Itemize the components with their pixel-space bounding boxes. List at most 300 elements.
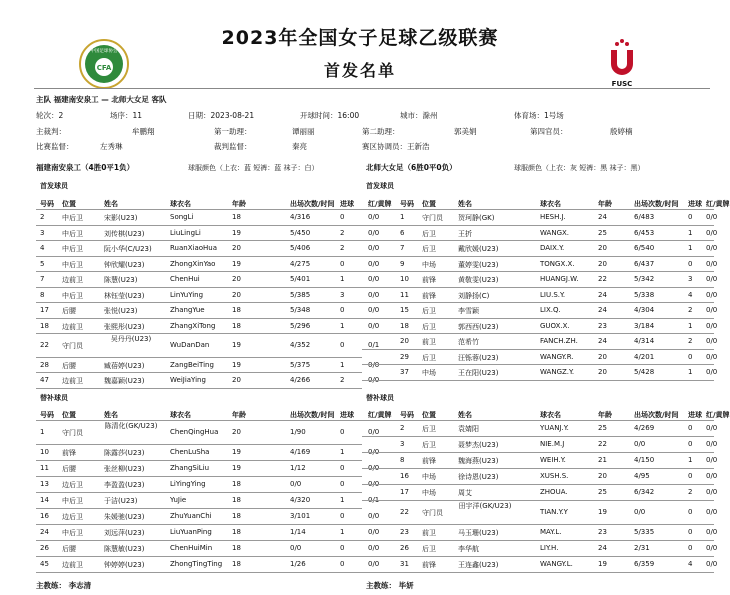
player-pos: 前锋 bbox=[62, 449, 76, 457]
player-apps: 5/401 bbox=[290, 275, 311, 283]
player-pos: 后卫 bbox=[422, 229, 436, 238]
player-goals: 1 bbox=[340, 275, 345, 283]
away-col-no: 号码 bbox=[400, 411, 414, 419]
player-age: 22 bbox=[598, 440, 607, 448]
player-cards: 0/0 bbox=[368, 544, 380, 552]
player-name: 戴欣媛(U23) bbox=[458, 245, 499, 253]
player-pos: 后腰 bbox=[62, 361, 76, 370]
player-cards: 0/0 bbox=[368, 228, 380, 237]
player-age: 18 bbox=[232, 512, 241, 520]
player-name: 徐诗恩(U23) bbox=[458, 473, 499, 481]
player-shirt: YUANJ.Y. bbox=[540, 424, 569, 432]
player-apps: 5/385 bbox=[290, 290, 311, 299]
player-no: 26 bbox=[400, 544, 409, 552]
player-shirt: YuJie bbox=[170, 496, 187, 504]
player-apps: 5/335 bbox=[634, 528, 655, 536]
player-apps: 6/483 bbox=[634, 213, 655, 221]
player-name: 周艾 bbox=[458, 489, 472, 497]
player-name: 刘传棋(U23) bbox=[104, 229, 145, 238]
player-no: 8 bbox=[400, 456, 405, 464]
player-no: 7 bbox=[400, 244, 405, 252]
player-no: 11 bbox=[40, 464, 49, 472]
home-col-shirt: 球衣名 bbox=[170, 411, 191, 419]
player-pos: 中后卫 bbox=[62, 260, 83, 269]
player-shirt: ChenHuiMin bbox=[170, 544, 213, 552]
player-pos: 中场 bbox=[422, 473, 436, 481]
commissioner: 左秀琳 bbox=[100, 142, 123, 151]
away-starters-label: 首发球员 bbox=[366, 182, 394, 190]
player-shirt: ZhangSiLiu bbox=[170, 464, 210, 472]
player-apps: 0/0 bbox=[290, 480, 302, 488]
player-goals: 1 bbox=[688, 456, 693, 464]
table-row bbox=[0, 241, 720, 257]
player-shirt: ChenQingHua bbox=[170, 428, 219, 436]
player-no: 16 bbox=[40, 512, 49, 520]
table-row bbox=[0, 257, 720, 273]
player-goals: 2 bbox=[688, 488, 693, 496]
player-apps: 4/269 bbox=[634, 424, 655, 432]
player-name: 阮小华(C/U23) bbox=[104, 245, 152, 253]
ar2: 郭美娟 bbox=[454, 127, 477, 136]
player-name: 钟婷婷(U23) bbox=[104, 561, 145, 569]
player-no: 24 bbox=[40, 528, 49, 536]
player-pos: 前卫 bbox=[422, 338, 436, 346]
player-no: 15 bbox=[400, 306, 409, 314]
player-cards: 0/0 bbox=[706, 244, 718, 252]
player-cards: 0/0 bbox=[368, 376, 380, 384]
player-name: 王在阳(U23) bbox=[458, 369, 499, 377]
player-age: 19 bbox=[232, 448, 241, 456]
player-age: 19 bbox=[232, 464, 241, 472]
player-apps: 3/184 bbox=[634, 321, 655, 330]
player-name: 刘静扬(C) bbox=[458, 291, 490, 300]
player-name: 臧蓓婷(U23) bbox=[104, 361, 145, 370]
player-apps: 0/0 bbox=[290, 544, 302, 552]
away-coach: 主教练： 毕妍 bbox=[366, 581, 414, 590]
player-cards: 0/0 bbox=[706, 213, 718, 221]
player-age: 18 bbox=[232, 321, 241, 330]
home-col-cards: 红/黄牌 bbox=[368, 411, 392, 419]
home-coach: 主教练： 李志清 bbox=[36, 581, 92, 590]
table-row bbox=[0, 272, 720, 288]
referee-label: 主裁判： bbox=[36, 127, 66, 136]
player-goals: 1 bbox=[688, 244, 693, 252]
player-shirt: WuDanDan bbox=[170, 341, 210, 349]
player-goals: 0 bbox=[688, 352, 693, 361]
subtitle: 首发名单 bbox=[323, 61, 396, 80]
player-cards: 0/0 bbox=[706, 544, 718, 552]
player-shirt: LIY.H. bbox=[540, 544, 559, 552]
player-pos: 前锋 bbox=[422, 561, 436, 569]
player-no: 26 bbox=[40, 544, 49, 552]
player-shirt: WANGZ.Y. bbox=[540, 368, 575, 376]
player-cards: 0/0 bbox=[706, 508, 718, 516]
player-pos: 后卫 bbox=[422, 322, 436, 331]
player-goals: 0 bbox=[688, 544, 693, 552]
away-col-cards: 红/黄牌 bbox=[706, 411, 730, 419]
away-col-no: 号码 bbox=[400, 200, 414, 208]
match-date: 日期：2023-08-21 bbox=[188, 111, 255, 120]
player-age: 21 bbox=[598, 456, 607, 464]
player-age: 19 bbox=[232, 360, 241, 369]
player-pos: 后腰 bbox=[62, 465, 76, 473]
player-no: 45 bbox=[40, 560, 49, 568]
fourth-label: 第四官员： bbox=[530, 127, 568, 136]
player-shirt: LIX.Q. bbox=[540, 306, 561, 314]
player-goals: 2 bbox=[340, 228, 345, 237]
away-col-goals: 进球 bbox=[688, 411, 702, 419]
player-pos: 后卫 bbox=[422, 245, 436, 253]
player-shirt: ZangBeiTing bbox=[170, 360, 214, 369]
fusc-logo-icon bbox=[604, 38, 640, 80]
table-row bbox=[0, 437, 720, 453]
player-pos: 中场 bbox=[422, 489, 436, 497]
away-team-title: 北师大女足（6胜0平0负） bbox=[366, 163, 457, 172]
player-pos: 前卫 bbox=[422, 529, 436, 537]
player-name: 王连鑫(U23) bbox=[458, 561, 499, 569]
player-age: 20 bbox=[232, 275, 241, 283]
player-apps: 4/314 bbox=[634, 337, 655, 345]
player-cards: 0/0 bbox=[706, 472, 718, 480]
player-name: 陈清化(GK/U23) bbox=[104, 422, 158, 430]
player-apps: 4/316 bbox=[290, 213, 311, 221]
player-no: 3 bbox=[40, 228, 45, 237]
player-cards: 0/1 bbox=[368, 341, 380, 349]
player-shirt: TONGX.X. bbox=[540, 259, 575, 268]
player-age: 20 bbox=[232, 244, 241, 252]
player-shirt: FANCH.ZH. bbox=[540, 337, 578, 345]
player-age: 22 bbox=[598, 275, 607, 283]
player-pos: 中后卫 bbox=[62, 529, 83, 537]
table-row bbox=[0, 226, 720, 242]
player-apps: 4/201 bbox=[634, 352, 655, 361]
player-apps: 4/169 bbox=[290, 448, 311, 456]
player-goals: 3 bbox=[340, 290, 345, 299]
player-name: 于洁(U23) bbox=[104, 497, 138, 505]
player-age: 18 bbox=[232, 496, 241, 504]
home-col-cards: 红/黄牌 bbox=[368, 200, 392, 208]
player-pos: 守门员 bbox=[62, 429, 83, 437]
player-apps: 6/342 bbox=[634, 488, 655, 496]
player-age: 18 bbox=[232, 306, 241, 314]
player-no: 7 bbox=[40, 275, 45, 283]
player-name: 陈慧敏(U23) bbox=[104, 545, 145, 553]
table-row bbox=[0, 557, 720, 573]
player-pos: 中后卫 bbox=[62, 497, 83, 505]
player-goals: 4 bbox=[688, 560, 693, 568]
home-col-no: 号码 bbox=[40, 200, 54, 208]
player-name: 李华航 bbox=[458, 545, 479, 553]
player-age: 24 bbox=[598, 213, 607, 221]
stadium: 体育场：1号场 bbox=[514, 111, 564, 120]
player-cards: 0/0 bbox=[706, 337, 718, 345]
away-subs-label: 替补球员 bbox=[366, 394, 394, 402]
ar1: 谭丽丽 bbox=[292, 127, 315, 136]
player-apps: 5/348 bbox=[290, 306, 311, 314]
title: 2023年全国女子足球乙级联赛 bbox=[221, 27, 499, 49]
player-apps: 6/437 bbox=[634, 259, 655, 268]
home-col-goals: 进球 bbox=[340, 411, 354, 419]
home-starters-label: 首发球员 bbox=[40, 182, 68, 190]
player-goals: 0 bbox=[340, 480, 345, 488]
player-apps: 4/95 bbox=[634, 472, 650, 480]
player-age: 19 bbox=[232, 228, 241, 237]
player-name: 黄敬雯(U23) bbox=[458, 276, 499, 284]
player-name: 郭西西(U23) bbox=[458, 322, 499, 331]
player-shirt: WeiJiaYing bbox=[170, 376, 206, 384]
player-shirt: NIE.M.J bbox=[540, 440, 565, 448]
player-no: 37 bbox=[400, 368, 409, 376]
player-pos: 边前卫 bbox=[62, 276, 83, 284]
player-name: 吴丹丹(U23) bbox=[110, 335, 152, 343]
player-goals: 1 bbox=[688, 321, 693, 330]
player-shirt: XUSH.S. bbox=[540, 472, 569, 480]
player-age: 18 bbox=[232, 528, 241, 536]
fusc-label: FUSC bbox=[611, 80, 633, 88]
player-cards: 0/0 bbox=[368, 213, 380, 221]
player-goals: 2 bbox=[688, 337, 693, 345]
kickoff: 开球时间：16:00 bbox=[300, 111, 360, 120]
player-age: 20 bbox=[232, 428, 241, 436]
table-row bbox=[0, 421, 720, 437]
table-row bbox=[0, 541, 720, 557]
player-shirt: ChenLuSha bbox=[170, 448, 210, 456]
player-shirt: ChenHui bbox=[170, 275, 200, 283]
player-cards: 0/0 bbox=[706, 424, 718, 432]
player-age: 18 bbox=[232, 544, 241, 552]
player-cards: 0/0 bbox=[706, 275, 718, 283]
player-age: 19 bbox=[598, 560, 607, 568]
player-apps: 1/14 bbox=[290, 528, 306, 536]
away-col-name: 姓名 bbox=[458, 411, 472, 419]
player-cards: 0/0 bbox=[368, 259, 380, 268]
home-col-age: 年龄 bbox=[232, 200, 246, 208]
player-goals: 2 bbox=[340, 244, 345, 252]
player-age: 20 bbox=[598, 368, 607, 376]
coordinator: 赛区协调员：王新浩 bbox=[362, 142, 430, 151]
player-goals: 0 bbox=[340, 464, 345, 472]
player-no: 10 bbox=[40, 448, 49, 456]
home-col-goals: 进球 bbox=[340, 200, 354, 208]
player-pos: 边后卫 bbox=[62, 481, 83, 489]
table-row bbox=[0, 501, 720, 525]
player-shirt: DAIX.Y. bbox=[540, 244, 565, 252]
player-age: 19 bbox=[598, 508, 607, 516]
player-pos: 中后卫 bbox=[62, 229, 83, 238]
player-cards: 0/0 bbox=[368, 528, 380, 536]
player-apps: 1/12 bbox=[290, 464, 306, 472]
player-age: 20 bbox=[598, 352, 607, 361]
player-cards: 0/0 bbox=[706, 488, 718, 496]
table-row bbox=[0, 469, 720, 485]
player-name: 陈露莎(U23) bbox=[104, 449, 145, 457]
player-goals: 0 bbox=[688, 508, 693, 516]
player-no: 4 bbox=[40, 244, 45, 252]
player-age: 23 bbox=[598, 321, 607, 330]
player-name: 马玉珊(U23) bbox=[458, 529, 499, 537]
player-shirt: WANGX. bbox=[540, 228, 570, 237]
player-no: 2 bbox=[40, 213, 45, 221]
player-cards: 0/1 bbox=[368, 496, 380, 504]
player-apps: 4/304 bbox=[634, 306, 655, 314]
player-goals: 0 bbox=[688, 440, 693, 448]
player-shirt: LIU.S.Y. bbox=[540, 290, 566, 299]
player-goals: 0 bbox=[340, 306, 345, 314]
player-shirt: GUOX.X. bbox=[540, 321, 570, 330]
player-shirt: ZhuYuanChi bbox=[170, 512, 212, 520]
player-cards: 0/0 bbox=[706, 560, 718, 568]
player-pos: 前锋 bbox=[422, 276, 436, 284]
player-name: 汪铄蓉(U23) bbox=[458, 353, 499, 362]
player-no: 1 bbox=[40, 428, 45, 436]
player-cards: 0/0 bbox=[368, 480, 380, 488]
player-name: 聂梦杰(U23) bbox=[458, 441, 499, 449]
commissioner-label: 比赛监督： bbox=[36, 142, 74, 151]
row-divider bbox=[362, 380, 714, 381]
away-col-apps: 出场次数/时间 bbox=[634, 411, 679, 419]
player-goals: 2 bbox=[688, 306, 693, 314]
player-name: 宋影(U23) bbox=[104, 214, 138, 222]
player-goals: 0 bbox=[688, 213, 693, 221]
match-no: 场序：11 bbox=[110, 111, 143, 120]
player-apps: 0/0 bbox=[634, 508, 646, 516]
player-cards: 0/0 bbox=[706, 259, 718, 268]
player-goals: 0 bbox=[688, 424, 693, 432]
player-apps: 1/26 bbox=[290, 560, 306, 568]
player-age: 20 bbox=[598, 259, 607, 268]
player-shirt: LiuYuanPing bbox=[170, 528, 212, 536]
player-goals: 2 bbox=[340, 376, 345, 384]
player-goals: 0 bbox=[340, 560, 345, 568]
player-pos: 中场 bbox=[422, 369, 436, 377]
player-shirt: HESH.J. bbox=[540, 213, 566, 221]
player-shirt: ZhongTingTing bbox=[170, 560, 223, 568]
player-apps: 4/320 bbox=[290, 496, 311, 504]
player-shirt: ZhangXiTong bbox=[170, 321, 216, 330]
player-apps: 6/359 bbox=[634, 560, 655, 568]
player-cards: 0/0 bbox=[706, 290, 718, 299]
fourth: 殷婷楠 bbox=[610, 127, 633, 136]
player-no: 18 bbox=[400, 321, 409, 330]
player-no: 3 bbox=[400, 440, 405, 448]
player-apps: 5/428 bbox=[634, 368, 655, 376]
player-no: 22 bbox=[400, 508, 409, 516]
player-age: 23 bbox=[598, 528, 607, 536]
player-cards: 0/0 bbox=[368, 512, 380, 520]
player-goals: 0 bbox=[340, 341, 345, 349]
player-cards: 0/0 bbox=[368, 428, 380, 436]
player-no: 14 bbox=[40, 496, 49, 504]
player-age: 20 bbox=[232, 376, 241, 384]
player-pos: 边前卫 bbox=[62, 377, 83, 385]
player-goals: 0 bbox=[340, 544, 345, 552]
table-row bbox=[0, 350, 720, 366]
player-age: 25 bbox=[598, 228, 607, 237]
player-pos: 后卫 bbox=[422, 545, 436, 553]
player-no: 17 bbox=[40, 306, 49, 314]
player-no: 8 bbox=[40, 290, 45, 299]
player-goals: 4 bbox=[688, 290, 693, 299]
player-pos: 守门员 bbox=[422, 509, 443, 517]
player-no: 13 bbox=[40, 480, 49, 488]
player-goals: 1 bbox=[688, 368, 693, 376]
player-goals: 0 bbox=[340, 512, 345, 520]
table-row bbox=[0, 334, 720, 350]
home-col-name: 姓名 bbox=[104, 200, 118, 208]
home-team-title: 福建南安泉工（4胜0平1负） bbox=[36, 163, 135, 172]
home-col-apps: 出场次数/时间 bbox=[290, 411, 335, 419]
player-pos: 后腰 bbox=[62, 307, 76, 315]
player-apps: 5/375 bbox=[290, 360, 311, 369]
away-col-pos: 位置 bbox=[422, 411, 436, 419]
player-age: 19 bbox=[232, 259, 241, 268]
player-name: 李雪颖 bbox=[458, 307, 479, 315]
player-no: 9 bbox=[400, 259, 405, 268]
player-cards: 0/0 bbox=[368, 275, 380, 283]
player-name: 刘远萍(U23) bbox=[104, 529, 145, 537]
player-shirt: TIAN.Y.Y bbox=[540, 508, 568, 516]
player-apps: 4/275 bbox=[290, 259, 311, 268]
player-name: 李盈盈(U23) bbox=[104, 481, 145, 489]
away-col-age: 年龄 bbox=[598, 411, 612, 419]
player-no: 6 bbox=[400, 228, 405, 237]
city: 城市：滁州 bbox=[400, 111, 438, 120]
away-col-shirt: 球衣名 bbox=[540, 411, 561, 419]
player-no: 20 bbox=[400, 337, 409, 345]
player-apps: 4/352 bbox=[290, 341, 311, 349]
player-goals: 0 bbox=[340, 259, 345, 268]
player-pos: 后卫 bbox=[422, 441, 436, 449]
player-goals: 1 bbox=[688, 228, 693, 237]
ref-supervisor: 秦亮 bbox=[292, 142, 307, 151]
player-goals: 1 bbox=[340, 321, 345, 330]
player-no: 11 bbox=[400, 290, 409, 299]
player-no: 29 bbox=[400, 352, 409, 361]
player-name: 朱媛驰(U23) bbox=[104, 513, 145, 521]
table-row bbox=[0, 365, 720, 381]
player-cards: 0/0 bbox=[368, 560, 380, 568]
player-cards: 0/0 bbox=[368, 306, 380, 314]
player-age: 20 bbox=[232, 290, 241, 299]
player-cards: 0/0 bbox=[706, 306, 718, 314]
player-age: 19 bbox=[232, 341, 241, 349]
player-age: 25 bbox=[598, 424, 607, 432]
away-col-shirt: 球衣名 bbox=[540, 200, 561, 208]
table-row bbox=[0, 485, 720, 501]
player-pos: 后卫 bbox=[422, 307, 436, 315]
player-pos: 后卫 bbox=[422, 425, 436, 433]
ref-supervisor-label: 裁判监督： bbox=[214, 142, 252, 151]
home-col-apps: 出场次数/时间 bbox=[290, 200, 335, 208]
player-no: 16 bbox=[400, 472, 409, 480]
player-pos: 前锋 bbox=[422, 457, 436, 465]
player-goals: 1 bbox=[340, 496, 345, 504]
player-goals: 0 bbox=[688, 259, 693, 268]
teams-line: 主队 福建南安泉工 — 北师大女足 客队 bbox=[36, 95, 167, 104]
home-col-no: 号码 bbox=[40, 411, 54, 419]
home-subs-label: 替补球员 bbox=[40, 394, 68, 402]
player-apps: 1/90 bbox=[290, 428, 306, 436]
player-age: 18 bbox=[232, 560, 241, 568]
player-name: 贺珂静(GK) bbox=[458, 214, 495, 222]
cfa-ring-text: 中国足球协会 bbox=[90, 49, 118, 54]
player-pos: 后腰 bbox=[62, 545, 76, 553]
player-pos: 前锋 bbox=[422, 291, 436, 300]
player-age: 24 bbox=[598, 337, 607, 345]
home-col-age: 年龄 bbox=[232, 411, 246, 419]
player-apps: 2/31 bbox=[634, 544, 650, 552]
player-name: 钟欣耀(U23) bbox=[104, 260, 145, 269]
